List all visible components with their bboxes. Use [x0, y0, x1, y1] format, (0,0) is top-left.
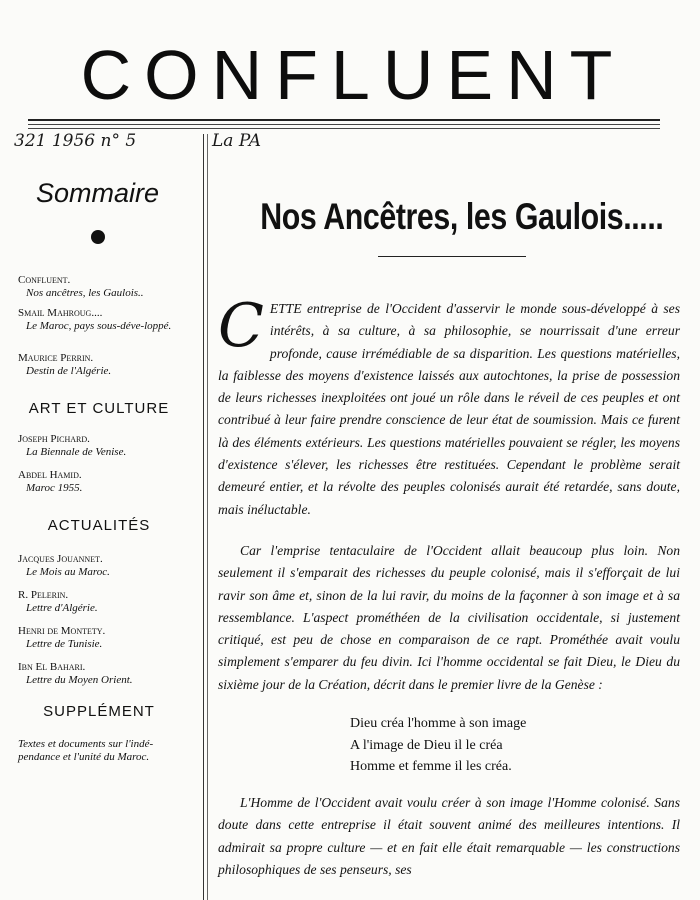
masthead-rule — [28, 119, 660, 121]
quote-line: A l'image de Dieu il le créa — [350, 737, 503, 753]
masthead-rule — [28, 124, 660, 125]
actualites-heading: ACTUALITÉS — [47, 517, 151, 534]
quote-line: Dieu créa l'homme à son image — [350, 716, 527, 731]
art-culture-heading: ART ET CULTURE — [28, 400, 170, 417]
masthead-title: CONFLUENT — [80, 36, 626, 114]
entry-author: Joseph Pichard. — [18, 433, 90, 445]
entry-author: Jacques Jouannet. — [18, 553, 103, 565]
entry-title: Maroc 1955. — [26, 482, 83, 494]
handwritten-annotation-right: La PA — [212, 131, 261, 151]
entry-author: Abdel Hamid. — [18, 469, 82, 481]
entry-author: Smail Mahroug.... — [18, 307, 103, 319]
supplement-text: Textes et documents sur l'indé-pendance et l'unité du Maroc. — [18, 738, 154, 763]
contents-entry — [18, 625, 198, 651]
entry-title: Le Mois au Maroc. — [26, 566, 110, 578]
title-underline — [378, 256, 526, 257]
contents-entry — [18, 433, 198, 459]
paragraph-text: ETTE entreprise de l'Occident d'asservir le monde sous-développé à ses intérêts, à sa culture, à sa philosophie, se nourrissait d'une erreur profonde, cause irrémédiable de sa disparition. Les questions matérielles, la faiblesse des moyens d'existence laissés aux autochtones, la prise de possession de leurs richesses inexploitées ont joué un rôle dans le réveil de ces peuples et ont contribué à leur faire prendre conscience de leur état de soumission. Mais ce furent là des éléments extérieurs. Les questions matérielles pouvaient se régler, les moyens d'existence s'élever, les richesses être restituées. Cependant le problème serait demeuré entier, et la révolte des peuples colonisés aurait été retardée, sans doute, mais inéluctable. — [218, 301, 680, 517]
entry-title: Lettre du Moyen Orient. — [26, 674, 133, 686]
contents-entry — [18, 307, 198, 333]
article-paragraph: Car l'emprise tentaculaire de l'Occident allait beaucoup plus loin. Non seulement il s'emparait des richesses du peuple colonisé, mais il s'efforçait de lui ravir son âme et, sinon de la lui ravir, du moins de la façonner à son image et à sa ressemblance. L'aspect prométhéen de la civilisation occidentale, si justement critiqué, est peu de chose en comparaison de ce rapt. Prométhée avait voulu simplement s'emparer du feu divin. Ici l'homme occidental se fait Dieu, le Dieu du sixième jour de la Création, décrit dans le premier livre de la Genèse : — [218, 543, 680, 692]
article-paragraph: L'Homme de l'Occident avait voulu créer à son image l'Homme colonisé. Sans doute dans cette entreprise il était souvent animé des meilleures intentions. Il admirait sa propre culture — et en fait elle était remarquable — les constructions philosophiques de ses penseurs, ses — [218, 795, 680, 877]
entry-author: Ibn El Bahari. — [18, 661, 86, 673]
contents-entry — [18, 352, 198, 378]
bullet-icon — [91, 230, 105, 244]
contents-entry — [18, 469, 198, 495]
supplement-heading: SUPPLÉMENT — [43, 703, 155, 720]
article-title: Nos Ancêtres, les Gaulois..... — [260, 196, 664, 237]
contents-entry — [18, 553, 198, 579]
entry-title: Lettre de Tunisie. — [26, 638, 103, 650]
column-divider — [207, 134, 208, 900]
entry-author: Henri de Montety. — [18, 625, 106, 637]
article-paragraph — [218, 291, 680, 521]
entry-title: Nos ancêtres, les Gaulois.. — [26, 287, 144, 299]
entry-title: Lettre d'Algérie. — [26, 602, 98, 614]
drop-cap: C — [218, 291, 264, 361]
contents-entry — [18, 661, 198, 687]
quote-line: Homme et femme il les créa. — [350, 759, 512, 774]
entry-title: La Biennale de Venise. — [26, 446, 127, 458]
column-divider — [203, 134, 204, 900]
entry-title: Le Maroc, pays sous-déve-loppé. — [26, 320, 172, 332]
entry-author: R. Pelerin. — [18, 589, 69, 601]
genesis-quote — [350, 713, 526, 778]
entry-author: Confluent. — [18, 274, 71, 286]
entry-author: Maurice Perrin. — [18, 352, 94, 364]
handwritten-annotation-left: 321 1956 n° 5 — [14, 131, 137, 151]
contents-entry — [18, 274, 198, 300]
entry-title: Destin de l'Algérie. — [26, 365, 112, 377]
masthead-rule — [28, 128, 660, 129]
sommaire-heading: Sommaire — [35, 178, 160, 208]
contents-entry — [18, 589, 198, 615]
